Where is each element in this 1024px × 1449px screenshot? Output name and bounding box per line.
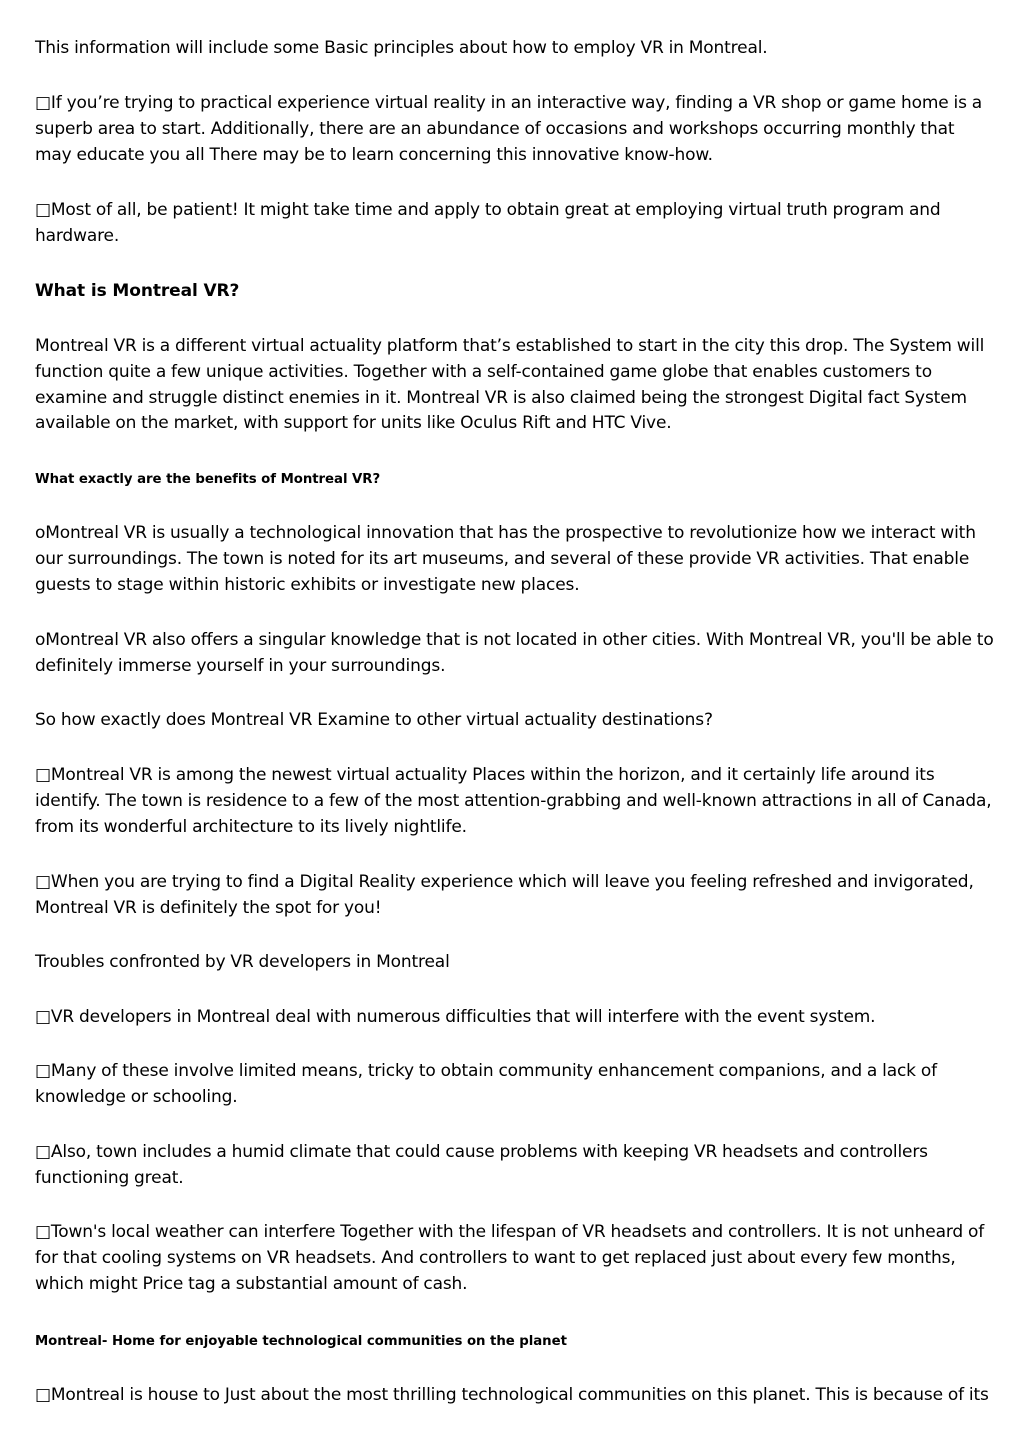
vr-shop-paragraph: □If you’re trying to practical experience virtual reality in an interactive way, finding a VR shop or game home is a superb area to start. Additionally, there are an abundance of occasions and workshops occurring monthly that may educate you all There may be to learn concerning this innovative know-how. xyxy=(35,93,982,165)
spot-for-you-paragraph: □When you are trying to find a Digital Reality experience which will leave you feeling refreshed and invigorated, Montreal VR is definitely the spot for you! xyxy=(35,872,974,918)
be-patient-paragraph: □Most of all, be patient! It might take time and apply to obtain great at employing virtual truth program and hardware. xyxy=(35,200,941,246)
newest-places-paragraph: □Montreal VR is among the newest virtual actuality Places within the horizon, and it certainly life around its identify. The town is residence to a few of the most attention-grabbing and well-known attractions in all of Canada, from its wonderful architecture to its lively nightlife. xyxy=(35,765,992,837)
technological-innovation-paragraph: oMontreal VR is usually a technological innovation that has the prospective to revolutionize how we interact with our surroundings. The town is noted for its art museums, and several of these provide VR activities. That enable guests to stage within historic exhibits or investigate new places. xyxy=(35,523,976,595)
thrilling-communities-paragraph: □Montreal is house to Just about the most thrilling technological communities on this planet. This is because of its xyxy=(35,1385,989,1405)
intro-paragraph: This information will include some Basic principles about how to employ VR in Montreal. xyxy=(35,38,768,58)
what-is-montreal-vr-heading: What is Montreal VR? xyxy=(35,281,240,301)
montreal-vr-description-paragraph: Montreal VR is a different virtual actuality platform that’s established to start in the city this drop. The System will function quite a few unique activities. Together with a self-contained game globe that enables customers to examine and struggle distinct enemies in it. Montreal VR is also claimed being the strongest Digital fact System available on the market, with support for units like Oculus Rift and HTC Vive. xyxy=(35,336,985,434)
local-weather-paragraph: □Town's local weather can interfere Together with the lifespan of VR headsets and controllers. It is not unheard of for that cooling systems on VR headsets. And controllers to want to get replaced just about every few months, which might Price tag a substantial amount of cash. xyxy=(35,1222,985,1294)
developer-difficulties-paragraph: □VR developers in Montreal deal with numerous difficulties that will interfere with the event system. xyxy=(35,1007,876,1027)
singular-knowledge-paragraph: oMontreal VR also offers a singular knowledge that is not located in other cities. With Montreal VR, you'll be able to definitely immerse yourself in your surroundings. xyxy=(35,630,994,676)
comparison-paragraph: So how exactly does Montreal VR Examine to other virtual actuality destinations? xyxy=(35,710,713,730)
troubles-paragraph: Troubles confronted by VR developers in Montreal xyxy=(35,952,450,972)
humid-climate-paragraph: □Also, town includes a humid climate that could cause problems with keeping VR headsets and controllers functioning great. xyxy=(35,1142,928,1188)
technological-communities-heading: Montreal- Home for enjoyable technological communities on the planet xyxy=(35,1334,567,1349)
benefits-heading: What exactly are the benefits of Montreal VR? xyxy=(35,472,381,487)
limited-means-paragraph: □Many of these involve limited means, tricky to obtain community enhancement companions, and a lack of knowledge or schooling. xyxy=(35,1061,937,1107)
